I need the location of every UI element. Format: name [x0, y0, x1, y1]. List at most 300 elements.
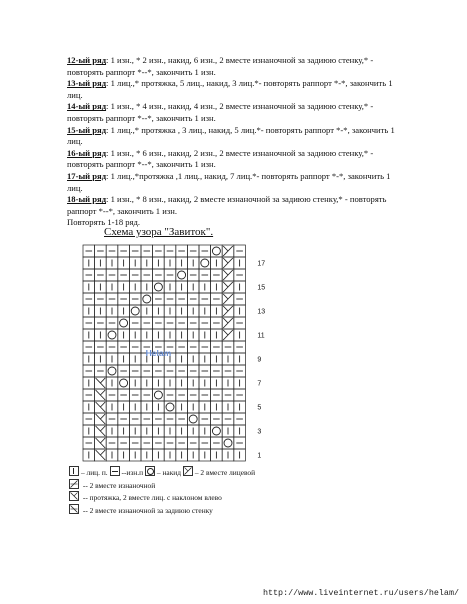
- chart-cell: [83, 341, 95, 353]
- chart-cell: [187, 269, 199, 281]
- chart-cell: [95, 401, 107, 413]
- chart-cell: [176, 449, 188, 461]
- chart-cell: [118, 413, 130, 425]
- yarn-over-icon: [178, 271, 186, 279]
- chart-cell: [234, 245, 246, 257]
- chart-cell: [187, 317, 199, 329]
- chart-cell: [234, 281, 246, 293]
- chart-cell: [211, 341, 223, 353]
- chart-cell: [83, 257, 95, 269]
- chart-cell: [95, 389, 107, 401]
- chart-cell: [222, 329, 234, 341]
- chart-cell: [176, 245, 188, 257]
- yarn-over-icon: [224, 439, 232, 447]
- chart-cell: [106, 269, 118, 281]
- chart-cell: [118, 377, 130, 389]
- chart-cell: [129, 353, 141, 365]
- row-number: 1: [257, 452, 262, 460]
- chart-cell: [164, 425, 176, 437]
- chart-cell: [187, 305, 199, 317]
- chart-cell: [164, 305, 176, 317]
- chart-cell: [83, 437, 95, 449]
- chart-cell: [153, 269, 165, 281]
- chart-cell: [83, 245, 95, 257]
- chart-cell: [234, 257, 246, 269]
- chart-cell: [118, 425, 130, 437]
- chart-cell: [95, 281, 107, 293]
- chart-cell: [95, 245, 107, 257]
- chart-cell: [211, 293, 223, 305]
- chart-cell: [211, 269, 223, 281]
- chart-cell: [199, 401, 211, 413]
- chart-cell: [106, 329, 118, 341]
- chart-cell: [164, 245, 176, 257]
- chart-cell: [199, 377, 211, 389]
- chart-cell: [176, 305, 188, 317]
- chart-cell: [222, 257, 234, 269]
- chart-cell: [211, 425, 223, 437]
- chart-cell: [141, 329, 153, 341]
- chart-cell: [106, 437, 118, 449]
- chart-cell: [106, 449, 118, 461]
- chart-cell: [95, 449, 107, 461]
- yarn-over-icon: [120, 319, 128, 327]
- row-label: 12-ый ряд: [67, 55, 107, 65]
- yarn-over-icon: [131, 307, 139, 315]
- chart-cell: [153, 257, 165, 269]
- chart-cell: [222, 449, 234, 461]
- chart-cell: [199, 293, 211, 305]
- chart-cell: [129, 257, 141, 269]
- chart-cell: [187, 365, 199, 377]
- chart-cell: [141, 365, 153, 377]
- chart-cell: [129, 449, 141, 461]
- chart-cell: [95, 341, 107, 353]
- row-number: 15: [257, 284, 266, 292]
- chart-cell: [199, 245, 211, 257]
- chart-cell: [164, 269, 176, 281]
- chart-cell: [176, 425, 188, 437]
- chart-cell: [199, 413, 211, 425]
- chart-cell: [153, 413, 165, 425]
- row-number: 3: [257, 428, 262, 436]
- chart-cell: [141, 281, 153, 293]
- row-text: : 1 изн., * 4 изн., накид, 4 изн., 2 вместе изнаночной за задиюю стенку,* - повторять раппорт *--*, закончить 1 изн.: [67, 101, 374, 123]
- legend-purl: --изн.п: [121, 468, 144, 477]
- chart-cell: [83, 281, 95, 293]
- chart-cell: [222, 389, 234, 401]
- chart-cell: [164, 401, 176, 413]
- chart-cell: [199, 341, 211, 353]
- chart-cell: [141, 269, 153, 281]
- chart-cell: [199, 329, 211, 341]
- chart-cell: [83, 317, 95, 329]
- chart-cell: [141, 401, 153, 413]
- chart-cell: [222, 365, 234, 377]
- legend-line-3: [69, 491, 255, 504]
- chart-cell: [164, 329, 176, 341]
- chart-cell: [234, 425, 246, 437]
- chart-cell: [118, 341, 130, 353]
- chart-cell: [211, 305, 223, 317]
- chart-cell: [234, 353, 246, 365]
- chart-cell: [95, 293, 107, 305]
- chart-cell: [222, 437, 234, 449]
- chart-cell: [187, 293, 199, 305]
- yarn-over-icon: [154, 283, 162, 291]
- chart-cell: [153, 389, 165, 401]
- chart-cell: [199, 257, 211, 269]
- row-text: : 1 изн., * 6 изн., накид, 2 изн., 2 вместе изнаночной за задиюю стенку,* - повторять раппорт *--*, закончить 1 изн.: [67, 147, 374, 170]
- source-url: http://www.liveinternet.ru/users/helam/: [262, 588, 459, 598]
- chart-cell: [118, 293, 130, 305]
- chart-cell: [106, 401, 118, 413]
- chart-cell: [118, 281, 130, 293]
- row-number: 11: [257, 332, 265, 340]
- chart-cell: [211, 449, 223, 461]
- chart-cell: [222, 353, 234, 365]
- row-label: 13-ый ряд: [67, 78, 107, 89]
- chart-cell: [234, 401, 246, 413]
- chart-cell: [211, 281, 223, 293]
- watermark: Helam: [145, 348, 172, 358]
- yarn-over-icon: [143, 295, 151, 303]
- row-label: 16-ый ряд: [67, 147, 107, 158]
- chart-cell: [141, 413, 153, 425]
- chart-cell: [129, 305, 141, 317]
- chart-cell: [95, 317, 107, 329]
- chart-cell: [187, 413, 199, 425]
- row-number: 9: [257, 356, 262, 364]
- chart-cell: [83, 401, 95, 413]
- chart-cell: [129, 281, 141, 293]
- legend-line-4: [69, 504, 255, 517]
- chart-cell: [95, 377, 107, 389]
- chart-cell: [106, 365, 118, 377]
- yarn-over-icon: [154, 391, 162, 399]
- chart-cell: [187, 257, 199, 269]
- legend: [69, 466, 255, 516]
- chart-cell: [222, 425, 234, 437]
- chart-cell: [83, 413, 95, 425]
- chart-cell: [176, 269, 188, 281]
- chart-cell: [95, 329, 107, 341]
- legend-knit: – лиц. п.: [81, 468, 108, 477]
- chart-cell: [164, 365, 176, 377]
- chart-cell: [106, 377, 118, 389]
- chart-cell: [187, 329, 199, 341]
- chart-cell: [129, 329, 141, 341]
- chart-cell: [106, 305, 118, 317]
- chart-cell: [211, 401, 223, 413]
- chart-cell: [187, 353, 199, 365]
- chart-cell: [106, 245, 118, 257]
- yarn-over-icon: [120, 379, 128, 387]
- chart-cell: [106, 257, 118, 269]
- chart-cell: [234, 377, 246, 389]
- chart-cell: [234, 341, 246, 353]
- chart-cell: [106, 281, 118, 293]
- chart-cell: [199, 449, 211, 461]
- row-number: 5: [257, 404, 262, 412]
- row-label: 14-ый ряд: [67, 101, 107, 112]
- chart-cell: [234, 449, 246, 461]
- chart-cell: [95, 425, 107, 437]
- chart-cell: [211, 365, 223, 377]
- chart-cell: [129, 293, 141, 305]
- chart-cell: [106, 413, 118, 425]
- chart-cell: [129, 341, 141, 353]
- chart-cell: [176, 341, 188, 353]
- chart-cell: [118, 353, 130, 365]
- chart-cell: [222, 341, 234, 353]
- row-text: : 1 изн., * 8 изн., накид, 2 вместе изнаночной за задиюю стенку,* - повторять раппорт *--*, закончить 1 изн.: [67, 194, 387, 216]
- chart-cell: [187, 245, 199, 257]
- ssk-icon: [69, 491, 79, 501]
- chart-cell: [118, 365, 130, 377]
- chart-cell: [234, 389, 246, 401]
- chart-cell: [118, 329, 130, 341]
- chart-cell: [153, 245, 165, 257]
- chart-cell: [211, 413, 223, 425]
- legend-p2tog: -- 2 вместе изнаночной: [82, 480, 156, 490]
- purl-stitch-icon: [110, 466, 120, 476]
- row-number: 13: [257, 308, 266, 316]
- chart-cell: [211, 389, 223, 401]
- yarn-over-icon: [212, 247, 220, 255]
- chart-cell: [187, 437, 199, 449]
- chart-cell: [95, 413, 107, 425]
- chart-cell: [176, 389, 188, 401]
- legend-p2tog-tbl: -- 2 вместе изнаночной за задиюю стенку: [82, 505, 213, 515]
- chart-cell: [176, 377, 188, 389]
- chart-cell: [222, 269, 234, 281]
- chart-cell: [211, 257, 223, 269]
- chart-cell: [83, 389, 95, 401]
- chart-cell: [176, 365, 188, 377]
- chart-cell: [106, 293, 118, 305]
- chart-cell: [199, 269, 211, 281]
- chart-cell: [129, 245, 141, 257]
- chart-cell: [234, 329, 246, 341]
- chart-cell: [153, 377, 165, 389]
- chart-cell: [234, 293, 246, 305]
- chart-cell: [118, 245, 130, 257]
- chart-cell: [234, 305, 246, 317]
- chart-cell: [83, 353, 95, 365]
- chart-cell: [153, 281, 165, 293]
- chart-cell: [234, 437, 246, 449]
- chart-cell: [164, 413, 176, 425]
- row-text: : 1 лиц.,* протяжка, 5 лиц., накид, 3 лиц.*- повторять раппорт *-*, закончить 1 лиц.: [67, 78, 393, 100]
- chart-cell: [153, 425, 165, 437]
- chart-cell: [176, 317, 188, 329]
- p2tog-icon: [69, 479, 79, 489]
- chart-cell: [164, 257, 176, 269]
- legend-k2tog: – 2 вместе лицевой: [194, 468, 256, 477]
- chart-cell: [164, 281, 176, 293]
- chart-title: Схема узора "Завиток".: [104, 226, 214, 238]
- chart-cell: [211, 353, 223, 365]
- row-text: : 1 лиц.,* протяжка , 3 лиц., накид, 5 лиц.*- повторять раппорт *-*, закончить 1 лиц.: [67, 124, 395, 147]
- chart-cell: [199, 281, 211, 293]
- chart-cell: [199, 437, 211, 449]
- chart-cell: [211, 245, 223, 257]
- chart-cell: [222, 377, 234, 389]
- chart-cell: [222, 413, 234, 425]
- chart-cell: [153, 317, 165, 329]
- chart-cell: [129, 269, 141, 281]
- chart-cell: [153, 401, 165, 413]
- chart-cell: [176, 329, 188, 341]
- chart-cell: [176, 413, 188, 425]
- chart-cell: [222, 317, 234, 329]
- chart-cell: [118, 401, 130, 413]
- chart-cell: [129, 437, 141, 449]
- legend-line-2: [69, 479, 255, 492]
- chart-cell: [199, 425, 211, 437]
- chart-cell: [141, 245, 153, 257]
- yarn-over-icon: [212, 427, 220, 435]
- row-label: 17-ый ряд: [67, 170, 107, 181]
- yarn-over-icon: [108, 367, 116, 375]
- chart-cell: [141, 437, 153, 449]
- chart-cell: [106, 317, 118, 329]
- chart-cell: [129, 413, 141, 425]
- k2tog-icon: [183, 466, 193, 476]
- chart-cell: [141, 305, 153, 317]
- chart-cell: [129, 377, 141, 389]
- chart-cell: [129, 401, 141, 413]
- chart-cell: [199, 305, 211, 317]
- chart-cell: [118, 269, 130, 281]
- chart-cell: [141, 257, 153, 269]
- chart-cell: [153, 305, 165, 317]
- chart-cell: [187, 449, 199, 461]
- yarn-over-icon: [189, 415, 197, 423]
- chart-cell: [164, 377, 176, 389]
- chart-cell: [199, 317, 211, 329]
- chart-cell: [211, 377, 223, 389]
- chart-cell: [199, 389, 211, 401]
- chart-cell: [118, 257, 130, 269]
- row-label: 18-ый ряд: [67, 194, 107, 205]
- chart-cell: [129, 425, 141, 437]
- chart-cell: [106, 341, 118, 353]
- chart-cell: [95, 269, 107, 281]
- chart-cell: [106, 425, 118, 437]
- chart-cell: [222, 401, 234, 413]
- chart-cell: [141, 425, 153, 437]
- chart-cell: [176, 437, 188, 449]
- chart-cell: [129, 317, 141, 329]
- row-label: 15-ый ряд: [67, 124, 107, 135]
- chart-cell: [153, 293, 165, 305]
- chart-cell: [83, 269, 95, 281]
- chart-cell: [106, 389, 118, 401]
- chart-cell: [95, 437, 107, 449]
- chart-cell: [83, 329, 95, 341]
- chart-cell: [141, 449, 153, 461]
- chart-cell: [187, 389, 199, 401]
- chart-cell: [176, 353, 188, 365]
- repeat-note: Повторять 1-18 ряд.: [67, 217, 141, 228]
- knit-stitch-icon: [69, 466, 79, 476]
- chart-cell: [187, 377, 199, 389]
- row-number: 7: [257, 380, 262, 388]
- yarn-over-icon: [108, 331, 116, 339]
- chart-cell: [153, 437, 165, 449]
- chart-cell: [95, 353, 107, 365]
- chart-cell: [153, 329, 165, 341]
- chart-cell: [164, 389, 176, 401]
- chart-cell: [118, 389, 130, 401]
- chart-cell: [164, 293, 176, 305]
- chart-cell: [83, 365, 95, 377]
- chart-cell: [234, 365, 246, 377]
- chart-cell: [141, 317, 153, 329]
- chart-cell: [141, 377, 153, 389]
- chart-cell: [118, 317, 130, 329]
- chart-cell: [211, 437, 223, 449]
- chart-cell: [164, 437, 176, 449]
- legend-yo: – накид: [156, 468, 182, 477]
- row-text: : 1 изн., * 2 изн., накид, 6 изн., 2 вместе изнаночной за задиюю стенку,* - повторять раппорт *--*, закончить 1 изн.: [67, 55, 374, 77]
- chart-cell: [199, 353, 211, 365]
- chart-cell: [153, 449, 165, 461]
- legend-line-1: [69, 466, 255, 479]
- chart-cell: [199, 365, 211, 377]
- chart-cell: [83, 425, 95, 437]
- chart-cell: [95, 257, 107, 269]
- chart-cell: [234, 413, 246, 425]
- chart-cell: [118, 449, 130, 461]
- chart-cell: [176, 281, 188, 293]
- chart-cell: [129, 389, 141, 401]
- chart-cell: [222, 305, 234, 317]
- chart-cell: [83, 293, 95, 305]
- chart-cell: [176, 401, 188, 413]
- chart-cell: [83, 449, 95, 461]
- chart-cell: [118, 437, 130, 449]
- chart-cell: [141, 389, 153, 401]
- chart-cell: [176, 293, 188, 305]
- chart-cell: [153, 365, 165, 377]
- chart-cell: [129, 365, 141, 377]
- p2tog-tbl-icon: [69, 504, 79, 514]
- chart-cell: [211, 317, 223, 329]
- chart-cell: [83, 305, 95, 317]
- chart-cell: [164, 317, 176, 329]
- chart-cell: [118, 305, 130, 317]
- chart-cell: [222, 293, 234, 305]
- chart-cell: [83, 377, 95, 389]
- chart-cell: [164, 449, 176, 461]
- chart-cell: [222, 281, 234, 293]
- chart-cell: [211, 329, 223, 341]
- chart-cell: [187, 341, 199, 353]
- chart-cell: [222, 245, 234, 257]
- chart-cell: [95, 365, 107, 377]
- yarn-over-icon: [145, 466, 155, 476]
- chart-cell: [234, 317, 246, 329]
- chart-cell: [234, 269, 246, 281]
- yarn-over-icon: [201, 259, 209, 267]
- chart-cell: [141, 293, 153, 305]
- legend-ssk: -- протяжка, 2 вместе лиц. с наклоном влево: [82, 493, 222, 503]
- chart-cell: [106, 353, 118, 365]
- chart-cell: [176, 257, 188, 269]
